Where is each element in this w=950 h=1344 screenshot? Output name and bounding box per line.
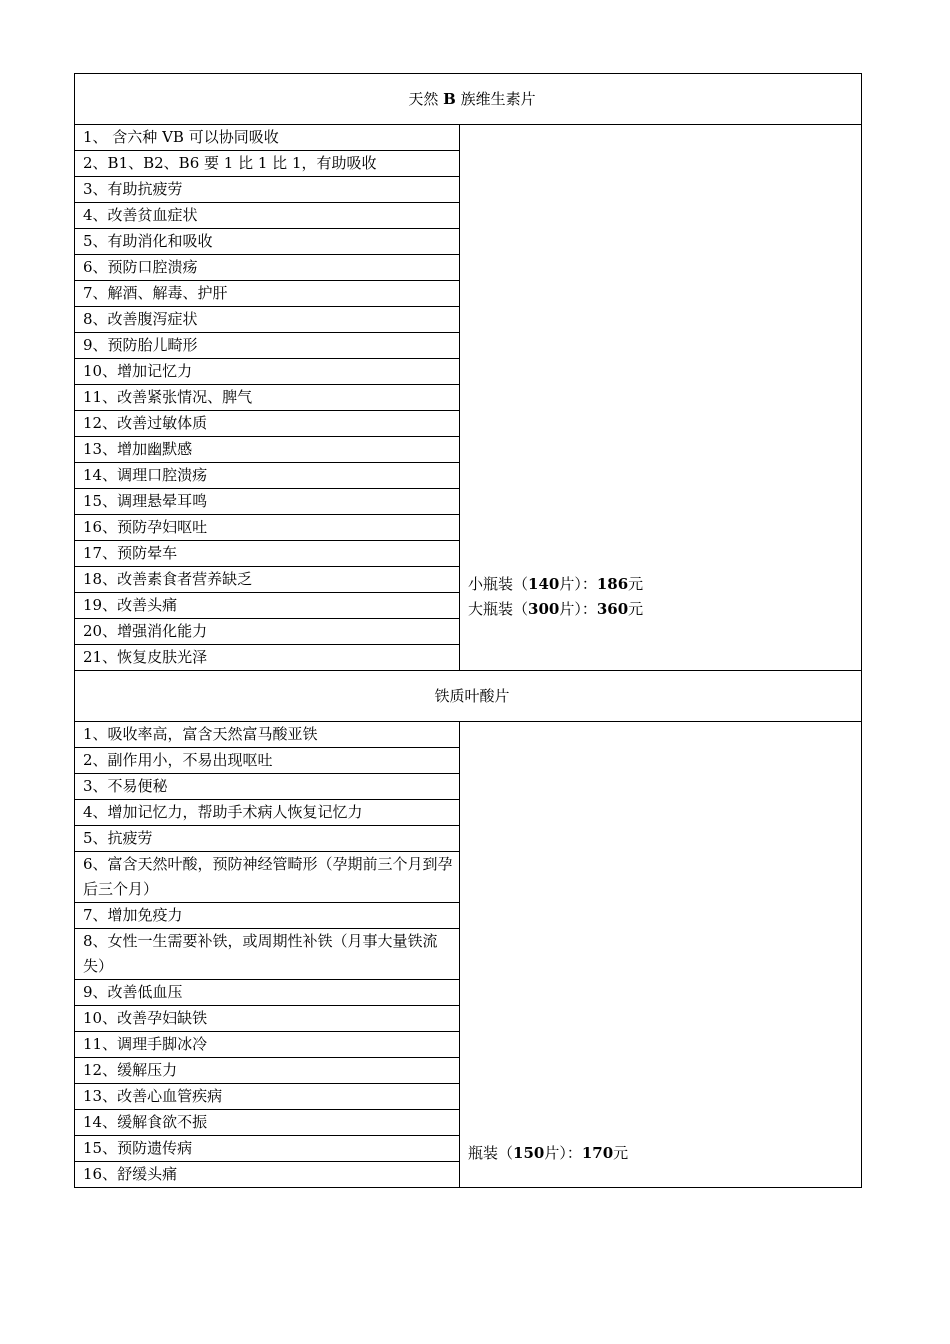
- product-table: [74, 73, 862, 1188]
- section1-item: 6、预防口腔溃疡: [75, 255, 460, 281]
- price-bottle-mid: 片）：: [544, 1144, 582, 1162]
- section1-title-post: 族维生素片: [460, 89, 536, 108]
- section2-title: 铁质叶酸片: [75, 671, 862, 722]
- section1-price-cell: [460, 125, 862, 671]
- section1-item: 14、调理口腔溃疡: [75, 463, 460, 489]
- section1-item: 1、 含六种 VB 可以协同吸收: [75, 125, 460, 151]
- section1-item: 2、B1、B2、B6 要 1 比 1 比 1，有助吸收: [75, 151, 460, 177]
- section2-title-row: [75, 671, 862, 722]
- price-small-value: 186: [596, 574, 629, 593]
- price-large-count: 300: [528, 599, 560, 618]
- price-bottle-count: 150: [513, 1144, 545, 1162]
- price-large-mid: 片）：: [559, 599, 597, 618]
- price-bottle-value: 170: [581, 1144, 614, 1162]
- section2-item: 12、缓解压力: [75, 1058, 460, 1084]
- section1-title-row: [75, 74, 862, 125]
- section1-item: 4、改善贫血症状: [75, 203, 460, 229]
- section1-title: [75, 74, 862, 125]
- section1-title-pre: 天然: [408, 89, 439, 108]
- price-small-unit: 元: [628, 574, 644, 593]
- section2-item: 3、不易便秘: [75, 774, 460, 800]
- price-bottle-label: 瓶装（: [468, 1144, 514, 1162]
- section1-item: 3、有助抗疲劳: [75, 177, 460, 203]
- section1-item: 17、预防晕车: [75, 541, 460, 567]
- section1-row: [75, 125, 862, 151]
- section1-item: 5、有助消化和吸收: [75, 229, 460, 255]
- section1-item: 16、预防孕妇呕吐: [75, 515, 460, 541]
- section2-item: 14、缓解食欲不振: [75, 1110, 460, 1136]
- price-large-label: 大瓶装（: [468, 599, 529, 618]
- price-small-mid: 片）：: [559, 574, 597, 593]
- section2-price-cell: [460, 722, 862, 1188]
- section2-item: 6、富含天然叶酸，预防神经管畸形（孕期前三个月到孕后三个月）: [75, 852, 460, 903]
- section1-item: 10、增加记忆力: [75, 359, 460, 385]
- section1-item: 18、改善素食者营养缺乏: [75, 567, 460, 593]
- price-large-unit: 元: [628, 599, 644, 618]
- section2-item: 13、改善心血管疾病: [75, 1084, 460, 1110]
- section2-item: 15、预防遗传病: [75, 1136, 460, 1162]
- section1-item: 20、增强消化能力: [75, 619, 460, 645]
- section1-item: 12、改善过敏体质: [75, 411, 460, 437]
- price-large-value: 360: [596, 599, 629, 618]
- price-small-line: [468, 572, 861, 597]
- price-bottle-line: [468, 1141, 861, 1166]
- section1-item: 13、增加幽默感: [75, 437, 460, 463]
- section2-item: 9、改善低血压: [75, 980, 460, 1006]
- section2-item: 8、女性一生需要补铁，或周期性补铁（月事大量铁流失）: [75, 929, 460, 980]
- section2-item: 10、改善孕妇缺铁: [75, 1006, 460, 1032]
- section2-item: 16、舒缓头痛: [75, 1162, 460, 1188]
- section1-title-bold: B: [443, 89, 456, 108]
- section1-item: 15、调理悬晕耳鸣: [75, 489, 460, 515]
- section1-item: 11、改善紧张情况、脾气: [75, 385, 460, 411]
- section2-item: 2、副作用小，不易出现呕吐: [75, 748, 460, 774]
- section1-item: 9、预防胎儿畸形: [75, 333, 460, 359]
- section2-item: 7、增加免疫力: [75, 903, 460, 929]
- section2-item: 11、调理手脚冰冷: [75, 1032, 460, 1058]
- section1-item: 19、改善头痛: [75, 593, 460, 619]
- price-bottle-unit: 元: [613, 1144, 629, 1162]
- section1-item: 8、改善腹泻症状: [75, 307, 460, 333]
- section1-item: 21、恢复皮肤光泽: [75, 645, 460, 671]
- section1-item: 7、解酒、解毒、护肝: [75, 281, 460, 307]
- price-small-count: 140: [528, 574, 560, 593]
- price-large-line: [468, 597, 861, 622]
- price-small-label: 小瓶装（: [468, 574, 529, 593]
- section2-item: 5、抗疲劳: [75, 826, 460, 852]
- section1-price-block: [468, 572, 861, 622]
- section2-row: [75, 722, 862, 748]
- section2-item: 4、增加记忆力，帮助手术病人恢复记忆力: [75, 800, 460, 826]
- section2-item: 1、吸收率高，富含天然富马酸亚铁: [75, 722, 460, 748]
